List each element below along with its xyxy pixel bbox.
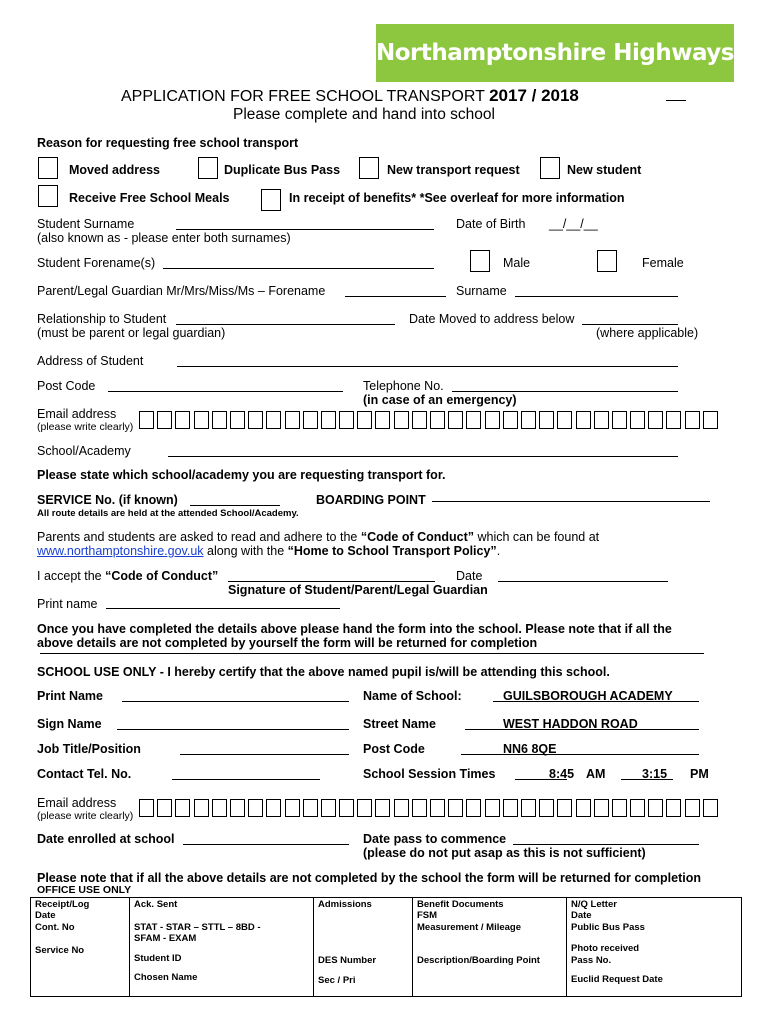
session-start-value[interactable]: 8:45 [549, 767, 575, 781]
student-surname-field[interactable] [176, 229, 434, 230]
dob-label: Date of Birth [456, 217, 526, 231]
postcode-field[interactable] [108, 391, 343, 392]
council-website-link[interactable]: www.northamptonshire.gov.uk [37, 544, 204, 558]
contact-tel-field[interactable] [172, 779, 320, 780]
school-use-heading: SCHOOL USE ONLY - I hereby certify that the above named pupil is/will be attending this school. [37, 665, 610, 679]
telephone-label: Telephone No. [363, 379, 444, 393]
session-end-value[interactable]: 3:15 [642, 767, 668, 781]
office-col-benefits: Benefit Documents FSM Measurement / Mileage Description/Boarding Point [413, 898, 567, 997]
boarding-field[interactable] [432, 501, 710, 502]
print-name-field[interactable] [106, 608, 340, 609]
school-print-name-label: Print Name [37, 689, 103, 703]
am-label: AM [586, 767, 606, 781]
route-note: All route details are held at the attended School/Academy. [37, 508, 299, 519]
date-moved-field[interactable] [582, 324, 678, 325]
school-postcode-label: Post Code [363, 742, 425, 756]
benefits-checkbox[interactable] [261, 189, 281, 211]
school-print-name-field[interactable] [122, 701, 349, 702]
enrolled-label: Date enrolled at school [37, 832, 175, 846]
relationship-note: (must be parent or legal guardian) [37, 326, 226, 340]
office-col-ack: Ack. Sent STAT - STAR – STTL – 8BD - SFAM - EXAM Student ID Chosen Name [130, 898, 314, 997]
benefits-label: In receipt of benefits* *See overleaf for more information [289, 191, 625, 205]
female-checkbox[interactable] [597, 250, 617, 272]
surname-note: (also known as - please enter both surnames) [37, 231, 291, 245]
student-surname-label: Student Surname [37, 217, 135, 231]
relationship-field[interactable] [176, 324, 395, 325]
pass-commence-label: Date pass to commence [363, 832, 507, 846]
school-name-value[interactable]: GUILSBOROUGH ACADEMY [503, 689, 673, 703]
office-use-heading: OFFICE USE ONLY [37, 884, 132, 896]
street-label: Street Name [363, 717, 436, 731]
form-subtitle: Please complete and hand into school [233, 106, 495, 123]
email-label: Email address [37, 407, 117, 421]
telephone-note: (in case of an emergency) [363, 393, 517, 407]
male-label: Male [503, 256, 531, 270]
new-student-label: New student [567, 163, 642, 177]
student-email-boxes[interactable] [139, 411, 721, 429]
school-field[interactable] [168, 456, 678, 457]
pass-note: (please do not put asap as this is not sufficient) [363, 846, 646, 860]
school-prompt: Please state which school/academy you are requesting transport for. [37, 468, 446, 482]
new-student-checkbox[interactable] [540, 157, 560, 179]
duplicate-bus-pass-label: Duplicate Bus Pass [224, 163, 341, 177]
address-field[interactable] [177, 366, 678, 367]
male-checkbox[interactable] [470, 250, 490, 272]
female-label: Female [642, 256, 684, 270]
school-sign-label: Sign Name [37, 717, 102, 731]
email-note: (please write clearly) [37, 421, 134, 433]
form-title: APPLICATION FOR FREE SCHOOL TRANSPORT 2017 / 2018 [121, 86, 579, 105]
school-email-boxes[interactable] [139, 799, 721, 817]
date-moved-note: (where applicable) [596, 326, 699, 340]
free-school-meals-checkbox[interactable] [38, 185, 58, 207]
boarding-label: BOARDING POINT [316, 493, 426, 507]
telephone-field[interactable] [452, 391, 678, 392]
dob-field[interactable]: __/__/__ [549, 217, 598, 231]
conduct-text-2: www.northamptonshire.gov.uk along with the “Home to School Transport Policy”. [37, 544, 501, 558]
postcode-label: Post Code [37, 379, 96, 393]
job-title-field[interactable] [180, 754, 349, 755]
date-moved-label: Date Moved to address below [409, 312, 575, 326]
duplicate-bus-pass-checkbox[interactable] [198, 157, 218, 179]
student-forename-label: Student Forename(s) [37, 256, 156, 270]
enrolled-field[interactable] [183, 844, 349, 845]
session-times-label: School Session Times [363, 767, 496, 781]
street-value[interactable]: WEST HADDON ROAD [503, 717, 638, 731]
address-label: Address of Student [37, 354, 144, 368]
guardian-forename-field[interactable] [345, 296, 446, 297]
office-col-receipt: Receipt/Log Date Cont. No Service No [31, 898, 130, 997]
signature-field[interactable] [228, 581, 435, 582]
school-sign-field[interactable] [117, 729, 349, 730]
relationship-label: Relationship to Student [37, 312, 167, 326]
office-col-letters: N/Q Letter Date Public Bus Pass Photo received Pass No. Euclid Request Date [567, 898, 742, 997]
moved-address-checkbox[interactable] [38, 157, 58, 179]
new-transport-request-label: New transport request [387, 163, 520, 177]
contact-tel-label: Contact Tel. No. [37, 767, 132, 781]
school-completion-notice: Please note that if all the above details are not completed by the school the form will be returned for completion [37, 871, 702, 885]
school-label: School/Academy [37, 444, 131, 458]
accept-label: I accept the “Code of Conduct” [37, 569, 219, 583]
accept-date-field[interactable] [498, 581, 668, 582]
school-email-note: (please write clearly) [37, 810, 134, 822]
northamptonshire-highways-logo: Northamptonshire Highways [376, 24, 734, 82]
pm-label: PM [690, 767, 709, 781]
conduct-text: Parents and students are asked to read and adhere to the “Code of Conduct” which can be found at [37, 530, 600, 544]
completion-notice-2: above details are not completed by yourself the form will be returned for completion [37, 636, 538, 650]
school-postcode-value[interactable]: NN6 8QE [503, 742, 557, 756]
student-forename-field[interactable] [163, 268, 434, 269]
reason-heading: Reason for requesting free school transport [37, 136, 299, 150]
office-col-admissions: Admissions DES Number Sec / Pri [314, 898, 413, 997]
print-name-label: Print name [37, 597, 98, 611]
completion-notice: Once you have completed the details above please hand the form into the school. Please note that if all the [37, 622, 672, 636]
signature-caption: Signature of Student/Parent/Legal Guardian [228, 583, 488, 597]
new-transport-request-checkbox[interactable] [359, 157, 379, 179]
school-name-label: Name of School: [363, 689, 462, 703]
moved-address-label: Moved address [69, 163, 161, 177]
office-use-table [30, 897, 742, 997]
job-title-label: Job Title/Position [37, 742, 141, 756]
school-email-label: Email address [37, 796, 117, 810]
pass-commence-field[interactable] [513, 844, 699, 845]
guardian-surname-label: Surname [456, 284, 507, 298]
guardian-forename-label: Parent/Legal Guardian Mr/Mrs/Miss/Ms – Forename [37, 284, 326, 298]
guardian-surname-field[interactable] [515, 296, 678, 297]
service-field[interactable] [190, 505, 280, 506]
accept-date-label: Date [456, 569, 483, 583]
free-school-meals-label: Receive Free School Meals [69, 191, 230, 205]
service-label: SERVICE No. (if known) [37, 493, 178, 507]
